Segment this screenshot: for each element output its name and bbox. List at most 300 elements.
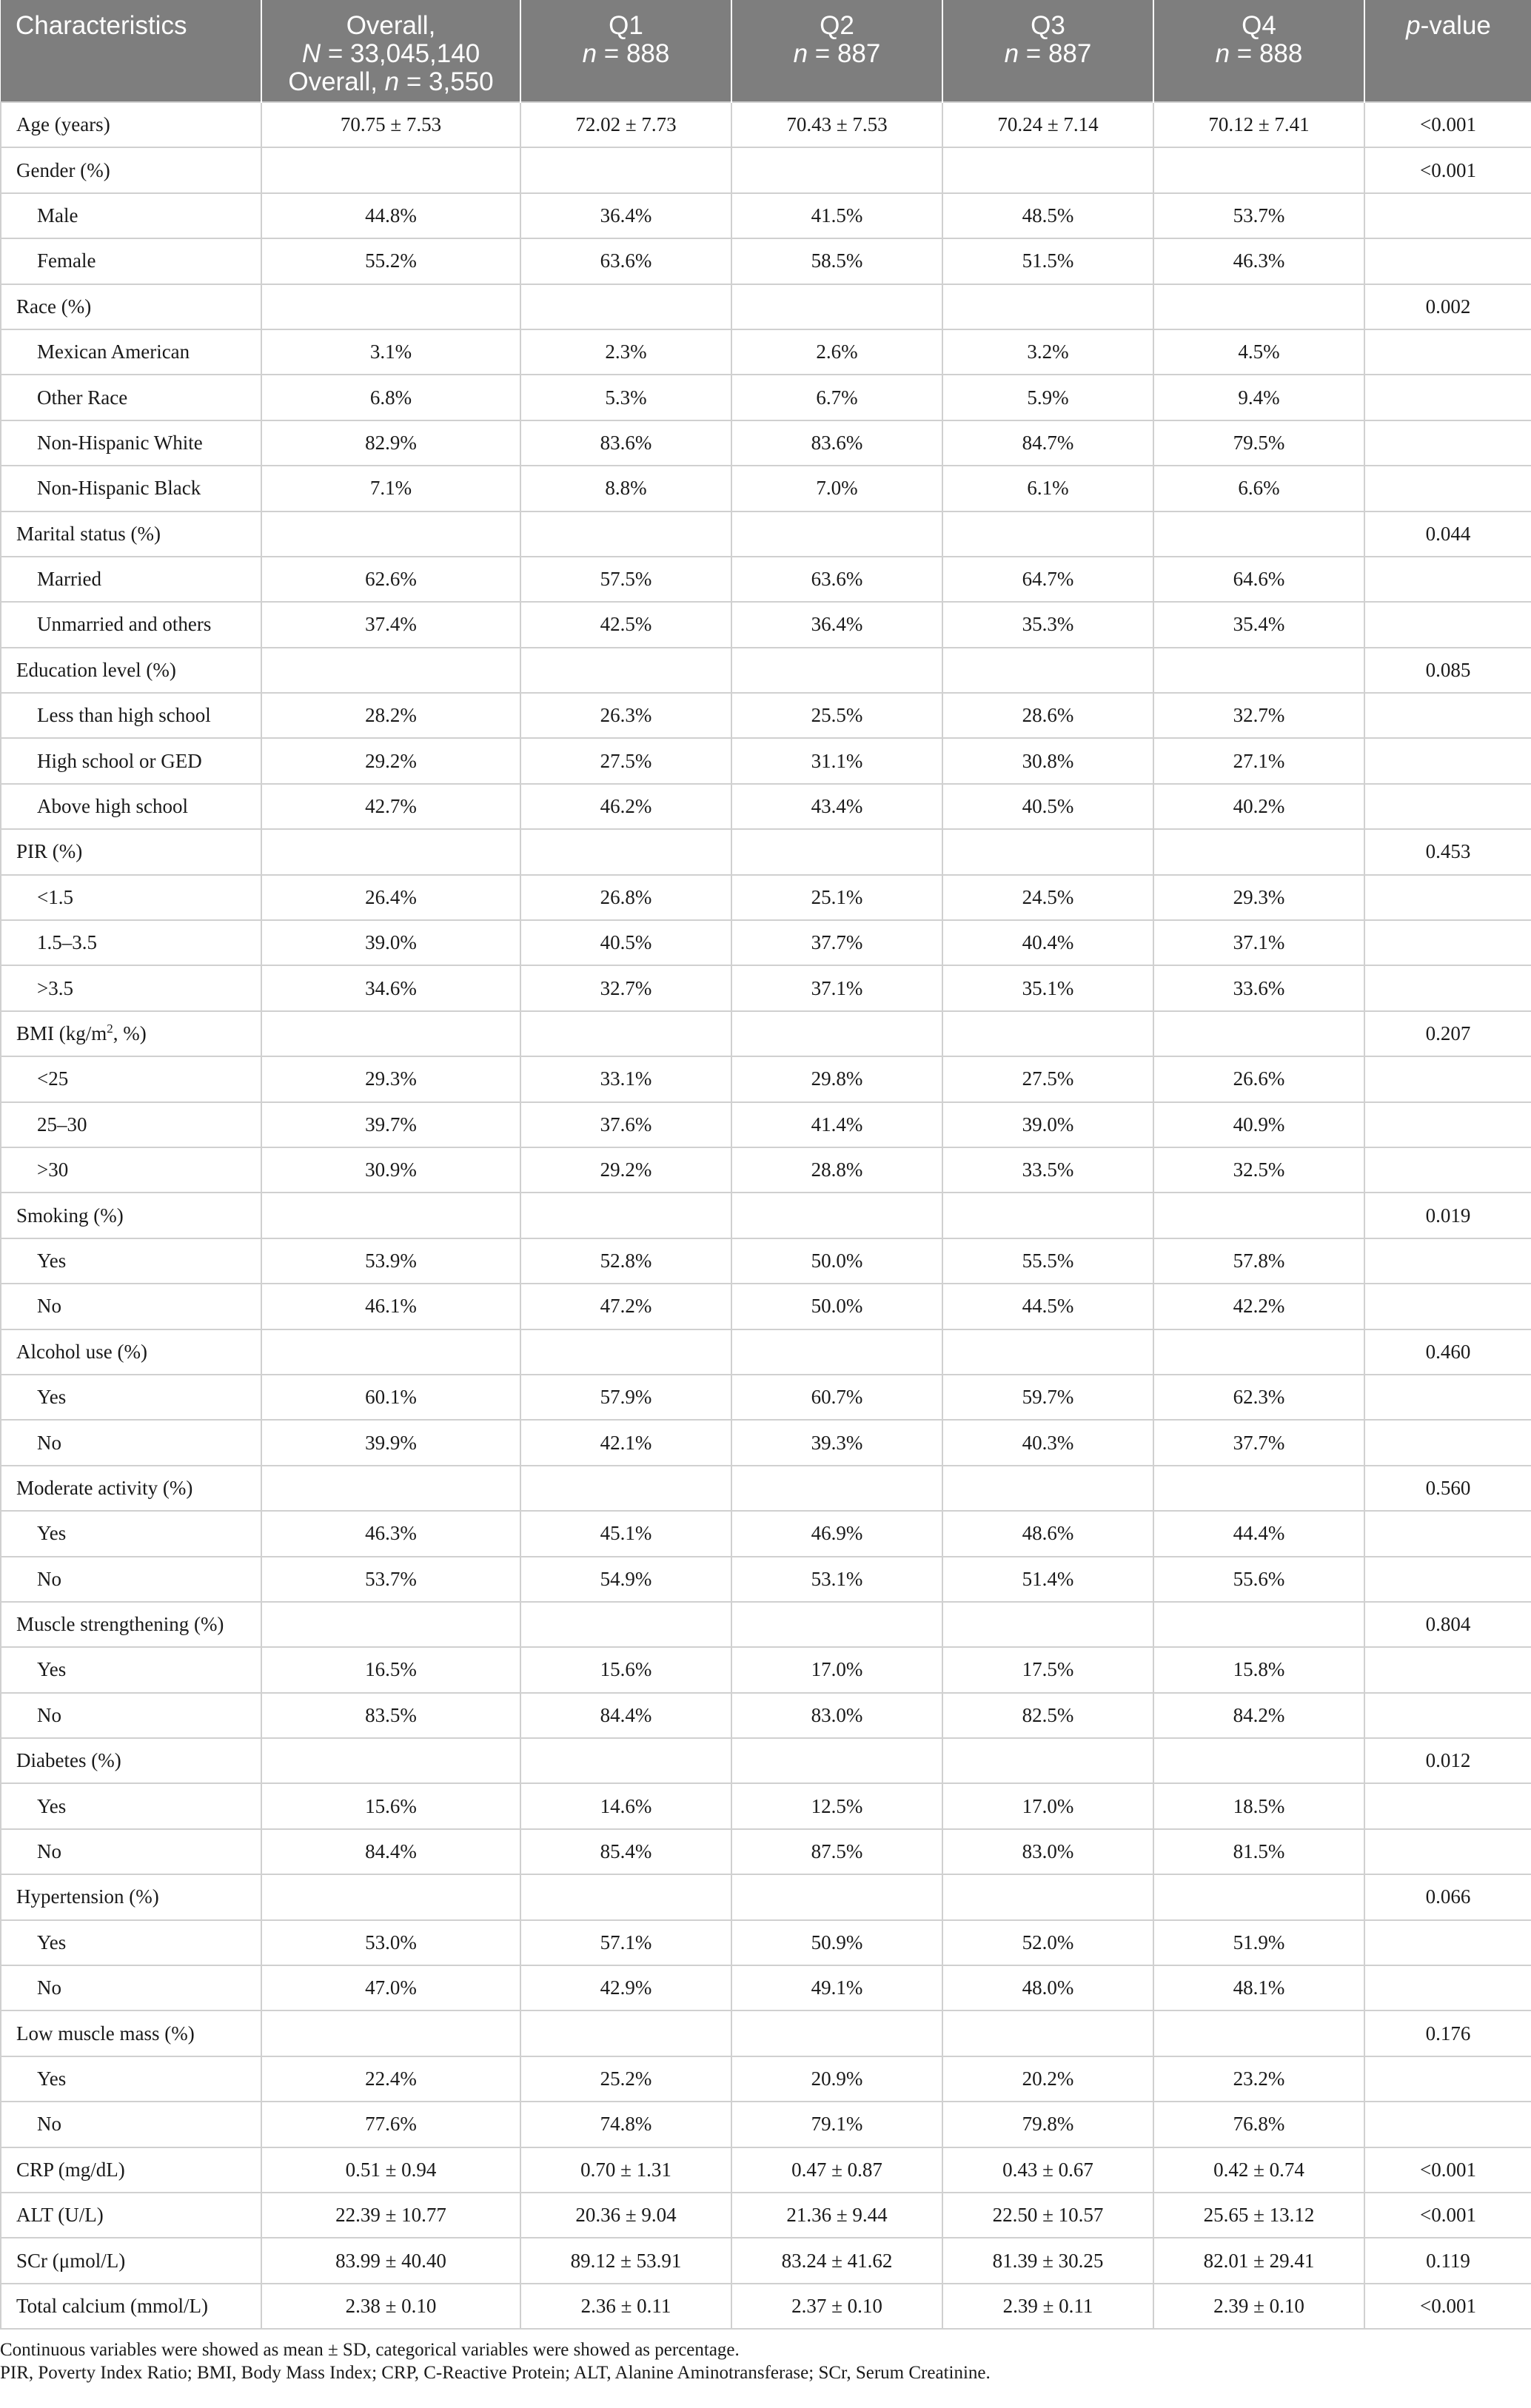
cell-q1: 52.8% <box>520 1238 731 1284</box>
cell-q1: 26.8% <box>520 875 731 920</box>
cell-p-value: <0.001 <box>1364 2193 1531 2238</box>
row-label: Yes <box>1 1783 261 1828</box>
header-p-value: p-value <box>1364 0 1531 102</box>
cell-overall: 16.5% <box>261 1647 520 1692</box>
table-row <box>1 512 1531 557</box>
cell-q3: 6.1% <box>942 466 1153 511</box>
cell-q3: 28.6% <box>942 693 1153 738</box>
table-row <box>1 2238 1531 2283</box>
row-label: BMI ($kg/m^2$, %) <box>1 1011 261 1056</box>
row-label: Other Race <box>1 375 261 420</box>
cell-q3 <box>942 2010 1153 2056</box>
cell-overall: 62.6% <box>261 557 520 602</box>
cell-p-value: <0.001 <box>1364 102 1531 147</box>
cell-q4: 18.5% <box>1153 1783 1364 1828</box>
table-row <box>1 2147 1531 2193</box>
cell-q2: 25.1% <box>731 875 942 920</box>
cell-overall <box>261 1011 520 1056</box>
cell-p-value: <0.001 <box>1364 2284 1531 2329</box>
row-label: Unmarried and others <box>1 602 261 647</box>
cell-q2: 50.0% <box>731 1238 942 1284</box>
cell-overall <box>261 829 520 874</box>
cell-q3: 48.5% <box>942 193 1153 238</box>
row-label: Gender (%) <box>1 147 261 192</box>
row-label: Race (%) <box>1 284 261 329</box>
cell-q1: 32.7% <box>520 965 731 1010</box>
cell-overall: 53.9% <box>261 1238 520 1284</box>
cell-q1: 26.3% <box>520 693 731 738</box>
cell-q3: 3.2% <box>942 329 1153 375</box>
cell-p-value <box>1364 1238 1531 1284</box>
cell-q4: 37.7% <box>1153 1420 1364 1465</box>
cell-q2: 41.4% <box>731 1102 942 1147</box>
cell-q2: 25.5% <box>731 693 942 738</box>
cell-q4: 9.4% <box>1153 375 1364 420</box>
cell-q3: 17.0% <box>942 1783 1153 1828</box>
cell-q3 <box>942 1602 1153 1647</box>
row-label: Yes <box>1 1511 261 1556</box>
cell-q4: 0.42 ± 0.74 <box>1153 2147 1364 2193</box>
cell-p-value <box>1364 238 1531 284</box>
cell-q2 <box>731 147 942 192</box>
table-row <box>1 2102 1531 2147</box>
cell-q1 <box>520 1602 731 1647</box>
cell-overall: 29.3% <box>261 1056 520 1101</box>
table-body <box>1 102 1531 2329</box>
cell-q3 <box>942 1874 1153 1919</box>
cell-overall: 83.99 ± 40.40 <box>261 2238 520 2283</box>
cell-overall: 42.7% <box>261 784 520 829</box>
cell-q4: 55.6% <box>1153 1557 1364 1602</box>
cell-q2: 83.24 ± 41.62 <box>731 2238 942 2283</box>
table-row <box>1 284 1531 329</box>
header-q4: Q4 n = 888 <box>1153 0 1364 102</box>
cell-p-value <box>1364 1420 1531 1465</box>
cell-q1: 42.1% <box>520 1420 731 1465</box>
cell-q4: 62.3% <box>1153 1375 1364 1420</box>
cell-p-value <box>1364 1829 1531 1874</box>
cell-p-value: <0.001 <box>1364 147 1531 192</box>
table-row <box>1 329 1531 375</box>
cell-p-value: 0.176 <box>1364 2010 1531 2056</box>
cell-overall: 77.6% <box>261 2102 520 2147</box>
cell-q4: 53.7% <box>1153 193 1364 238</box>
cell-q3: 59.7% <box>942 1375 1153 1420</box>
table-row <box>1 1375 1531 1420</box>
cell-q2 <box>731 1602 942 1647</box>
cell-q4: 23.2% <box>1153 2056 1364 2102</box>
table-footnotes <box>0 2330 1531 2384</box>
cell-q4 <box>1153 1738 1364 1783</box>
row-label: Non-Hispanic White <box>1 420 261 466</box>
table-row <box>1 466 1531 511</box>
cell-q3 <box>942 648 1153 693</box>
cell-q1: 29.2% <box>520 1147 731 1193</box>
cell-q4 <box>1153 829 1364 874</box>
cell-overall: 39.0% <box>261 920 520 965</box>
table-row <box>1 693 1531 738</box>
cell-overall: 26.4% <box>261 875 520 920</box>
row-label: >30 <box>1 1147 261 1193</box>
cell-overall: 53.0% <box>261 1920 520 1965</box>
cell-q2: 39.3% <box>731 1420 942 1465</box>
cell-p-value <box>1364 420 1531 466</box>
cell-overall: 30.9% <box>261 1147 520 1193</box>
cell-q4 <box>1153 1329 1364 1375</box>
cell-q3 <box>942 284 1153 329</box>
table-row <box>1 147 1531 192</box>
cell-q3: 84.7% <box>942 420 1153 466</box>
cell-q4: 40.9% <box>1153 1102 1364 1147</box>
cell-q1: 5.3% <box>520 375 731 420</box>
row-label: No <box>1 2102 261 2147</box>
cell-q2: 50.9% <box>731 1920 942 1965</box>
row-label: No <box>1 1420 261 1465</box>
cell-q2: 49.1% <box>731 1965 942 2010</box>
cell-q3: 35.3% <box>942 602 1153 647</box>
cell-q3: 39.0% <box>942 1102 1153 1147</box>
cell-p-value <box>1364 1965 1531 2010</box>
cell-q3 <box>942 512 1153 557</box>
row-label: Married <box>1 557 261 602</box>
cell-q2: 63.6% <box>731 557 942 602</box>
table-row <box>1 875 1531 920</box>
cell-q3: 82.5% <box>942 1693 1153 1738</box>
cell-overall <box>261 1329 520 1375</box>
cell-q4: 2.39 ± 0.10 <box>1153 2284 1364 2329</box>
row-label: Alcohol use (%) <box>1 1329 261 1375</box>
cell-overall <box>261 1466 520 1511</box>
table-row <box>1 1693 1531 1738</box>
cell-q1: 14.6% <box>520 1783 731 1828</box>
cell-overall <box>261 147 520 192</box>
cell-q2 <box>731 1011 942 1056</box>
cell-q1 <box>520 284 731 329</box>
cell-q4: 40.2% <box>1153 784 1364 829</box>
cell-q3: 44.5% <box>942 1284 1153 1329</box>
cell-q2: 37.1% <box>731 965 942 1010</box>
cell-q1 <box>520 1193 731 1238</box>
cell-q1: 42.5% <box>520 602 731 647</box>
cell-q3 <box>942 829 1153 874</box>
cell-q4: 35.4% <box>1153 602 1364 647</box>
cell-q3: 83.0% <box>942 1829 1153 1874</box>
row-label: Mexican American <box>1 329 261 375</box>
cell-q3: 51.4% <box>942 1557 1153 1602</box>
cell-q4: 42.2% <box>1153 1284 1364 1329</box>
cell-q2: 2.37 ± 0.10 <box>731 2284 942 2329</box>
cell-q1: 57.9% <box>520 1375 731 1420</box>
cell-q4: 32.5% <box>1153 1147 1364 1193</box>
cell-q4 <box>1153 1874 1364 1919</box>
table-row <box>1 1783 1531 1828</box>
cell-q2: 17.0% <box>731 1647 942 1692</box>
cell-q3: 40.3% <box>942 1420 1153 1465</box>
cell-q3: 24.5% <box>942 875 1153 920</box>
cell-q2 <box>731 512 942 557</box>
table-row <box>1 1329 1531 1375</box>
cell-p-value <box>1364 1920 1531 1965</box>
cell-q3: 2.39 ± 0.11 <box>942 2284 1153 2329</box>
row-label: SCr (μmol/L) <box>1 2238 261 2283</box>
cell-q1: 27.5% <box>520 738 731 783</box>
cell-p-value <box>1364 693 1531 738</box>
cell-overall: 60.1% <box>261 1375 520 1420</box>
cell-q1: 57.5% <box>520 557 731 602</box>
cell-q3: 35.1% <box>942 965 1153 1010</box>
table-row <box>1 648 1531 693</box>
cell-overall: 46.1% <box>261 1284 520 1329</box>
cell-q1: 45.1% <box>520 1511 731 1556</box>
cell-q4: 44.4% <box>1153 1511 1364 1556</box>
cell-q1: 57.1% <box>520 1920 731 1965</box>
cell-p-value <box>1364 557 1531 602</box>
cell-q3: 0.43 ± 0.67 <box>942 2147 1153 2193</box>
cell-overall <box>261 1738 520 1783</box>
header-q2: Q2 n = 887 <box>731 0 942 102</box>
cell-q2 <box>731 829 942 874</box>
cell-q3 <box>942 147 1153 192</box>
cell-p-value: <0.001 <box>1364 2147 1531 2193</box>
cell-q4: 15.8% <box>1153 1647 1364 1692</box>
cell-overall: 34.6% <box>261 965 520 1010</box>
footnote-abbreviations-2: PIR, Poverty Index Ratio; BMI, Body Mass Index; CRP, C-Reactive Protein; ALT, Alanine Aminotransferase; SCr, Serum Creatinine. <box>0 2363 991 2384</box>
cell-p-value: 0.019 <box>1364 1193 1531 1238</box>
cell-q4 <box>1153 284 1364 329</box>
cell-q4: 48.1% <box>1153 1965 1364 2010</box>
cell-q1: 20.36 ± 9.04 <box>520 2193 731 2238</box>
cell-q2: 31.1% <box>731 738 942 783</box>
cell-q4 <box>1153 512 1364 557</box>
cell-overall: 6.8% <box>261 375 520 420</box>
cell-q2: 83.0% <box>731 1693 942 1738</box>
table-row <box>1 602 1531 647</box>
cell-q4: 51.9% <box>1153 1920 1364 1965</box>
cell-q1 <box>520 829 731 874</box>
row-label: >3.5 <box>1 965 261 1010</box>
cell-q2: 60.7% <box>731 1375 942 1420</box>
cell-p-value: 0.002 <box>1364 284 1531 329</box>
cell-q4: 76.8% <box>1153 2102 1364 2147</box>
cell-p-value <box>1364 375 1531 420</box>
cell-q4: 84.2% <box>1153 1693 1364 1738</box>
cell-overall <box>261 512 520 557</box>
cell-overall: 39.9% <box>261 1420 520 1465</box>
row-label: Yes <box>1 1647 261 1692</box>
cell-q4: 25.65 ± 13.12 <box>1153 2193 1364 2238</box>
cell-q4: 79.5% <box>1153 420 1364 466</box>
table-row <box>1 1102 1531 1147</box>
cell-q4 <box>1153 1193 1364 1238</box>
row-label: Female <box>1 238 261 284</box>
cell-overall: 84.4% <box>261 1829 520 1874</box>
cell-q2: 37.7% <box>731 920 942 965</box>
cell-p-value <box>1364 738 1531 783</box>
cell-q3: 55.5% <box>942 1238 1153 1284</box>
cell-q2: 46.9% <box>731 1511 942 1556</box>
cell-p-value <box>1364 329 1531 375</box>
table-row <box>1 2056 1531 2102</box>
cell-q3: 48.6% <box>942 1511 1153 1556</box>
cell-q3 <box>942 1011 1153 1056</box>
cell-p-value <box>1364 1511 1531 1556</box>
row-label: No <box>1 1557 261 1602</box>
cell-p-value: 0.085 <box>1364 648 1531 693</box>
row-label: Hypertension (%) <box>1 1874 261 1919</box>
cell-q2 <box>731 1466 942 1511</box>
cell-q3 <box>942 1466 1153 1511</box>
table-row <box>1 1738 1531 1783</box>
table-row <box>1 2284 1531 2329</box>
cell-q1 <box>520 1738 731 1783</box>
cell-overall: 53.7% <box>261 1557 520 1602</box>
cell-overall: 22.4% <box>261 2056 520 2102</box>
cell-overall: 55.2% <box>261 238 520 284</box>
cell-q4 <box>1153 147 1364 192</box>
header-q1: Q1 n = 888 <box>520 0 731 102</box>
cell-q2 <box>731 1329 942 1375</box>
cell-p-value: 0.044 <box>1364 512 1531 557</box>
cell-q1 <box>520 1874 731 1919</box>
cell-q1: 46.2% <box>520 784 731 829</box>
table-row <box>1 738 1531 783</box>
cell-q2: 43.4% <box>731 784 942 829</box>
cell-q4: 6.6% <box>1153 466 1364 511</box>
cell-p-value <box>1364 784 1531 829</box>
cell-overall: 3.1% <box>261 329 520 375</box>
cell-q3: 22.50 ± 10.57 <box>942 2193 1153 2238</box>
cell-q3: 33.5% <box>942 1147 1153 1193</box>
cell-q4 <box>1153 1602 1364 1647</box>
cell-q3: 27.5% <box>942 1056 1153 1101</box>
cell-p-value: 0.804 <box>1364 1602 1531 1647</box>
cell-q3: 30.8% <box>942 738 1153 783</box>
cell-q1 <box>520 1466 731 1511</box>
row-label: Yes <box>1 1238 261 1284</box>
row-label: PIR (%) <box>1 829 261 874</box>
cell-q1: 85.4% <box>520 1829 731 1874</box>
cell-p-value <box>1364 193 1531 238</box>
cell-q2: 12.5% <box>731 1783 942 1828</box>
cell-q2 <box>731 284 942 329</box>
cell-overall <box>261 284 520 329</box>
row-label: No <box>1 1965 261 2010</box>
table-row <box>1 420 1531 466</box>
cell-q3 <box>942 1329 1153 1375</box>
cell-q4: 29.3% <box>1153 875 1364 920</box>
row-label: Marital status (%) <box>1 512 261 557</box>
row-label: <25 <box>1 1056 261 1101</box>
cell-q2 <box>731 1874 942 1919</box>
cell-overall: 46.3% <box>261 1511 520 1556</box>
cell-q2: 79.1% <box>731 2102 942 2147</box>
cell-q2: 2.6% <box>731 329 942 375</box>
cell-overall <box>261 2010 520 2056</box>
cell-q3 <box>942 1193 1153 1238</box>
table-row <box>1 1874 1531 1919</box>
cell-overall: 28.2% <box>261 693 520 738</box>
cell-q1: 84.4% <box>520 1693 731 1738</box>
table-row <box>1 1965 1531 2010</box>
cell-overall: 0.51 ± 0.94 <box>261 2147 520 2193</box>
cell-q2: 87.5% <box>731 1829 942 1874</box>
cell-q2: 50.0% <box>731 1284 942 1329</box>
cell-q4: 33.6% <box>1153 965 1364 1010</box>
cell-p-value <box>1364 1557 1531 1602</box>
cell-q2: 29.8% <box>731 1056 942 1101</box>
header-overall: Overall, N = 33,045,140 Overall, n = 3,550 <box>261 0 520 102</box>
table-row <box>1 1238 1531 1284</box>
row-label: 25–30 <box>1 1102 261 1147</box>
table-row <box>1 1466 1531 1511</box>
cell-q4 <box>1153 1466 1364 1511</box>
cell-q1: 47.2% <box>520 1284 731 1329</box>
cell-q1: 33.1% <box>520 1056 731 1101</box>
row-label: Muscle strengthening (%) <box>1 1602 261 1647</box>
cell-p-value: 0.119 <box>1364 2238 1531 2283</box>
cell-q3: 40.4% <box>942 920 1153 965</box>
cell-q3: 48.0% <box>942 1965 1153 2010</box>
cell-q1: 15.6% <box>520 1647 731 1692</box>
cell-q1 <box>520 512 731 557</box>
cell-p-value <box>1364 1147 1531 1193</box>
cell-q4: 46.3% <box>1153 238 1364 284</box>
cell-q2: 36.4% <box>731 602 942 647</box>
cell-q3: 81.39 ± 30.25 <box>942 2238 1153 2283</box>
cell-q2: 58.5% <box>731 238 942 284</box>
cell-q2 <box>731 648 942 693</box>
table-row <box>1 920 1531 965</box>
cell-overall <box>261 1602 520 1647</box>
table-row <box>1 1420 1531 1465</box>
table-row <box>1 102 1531 147</box>
cell-overall: 7.1% <box>261 466 520 511</box>
table-row <box>1 193 1531 238</box>
cell-p-value <box>1364 875 1531 920</box>
cell-q2: 53.1% <box>731 1557 942 1602</box>
table-row <box>1 1011 1531 1056</box>
cell-p-value: 0.066 <box>1364 1874 1531 1919</box>
table-row <box>1 557 1531 602</box>
cell-p-value <box>1364 920 1531 965</box>
row-label: Moderate activity (%) <box>1 1466 261 1511</box>
row-label: Non-Hispanic Black <box>1 466 261 511</box>
cell-q2: 7.0% <box>731 466 942 511</box>
cell-p-value <box>1364 602 1531 647</box>
cell-q1: 54.9% <box>520 1557 731 1602</box>
table-row <box>1 1920 1531 1965</box>
header-q3: Q3 n = 887 <box>942 0 1153 102</box>
row-label: Yes <box>1 1920 261 1965</box>
cell-q2: 20.9% <box>731 2056 942 2102</box>
cell-q4: 32.7% <box>1153 693 1364 738</box>
cell-q1 <box>520 648 731 693</box>
cell-overall: 83.5% <box>261 1693 520 1738</box>
table-header <box>1 0 1531 102</box>
cell-q1: 63.6% <box>520 238 731 284</box>
row-label: Yes <box>1 2056 261 2102</box>
table-row <box>1 238 1531 284</box>
cell-q4: 37.1% <box>1153 920 1364 965</box>
cell-p-value <box>1364 965 1531 1010</box>
table-row <box>1 829 1531 874</box>
cell-q1: 42.9% <box>520 1965 731 2010</box>
row-label: ALT (U/L) <box>1 2193 261 2238</box>
row-label: Yes <box>1 1375 261 1420</box>
cell-p-value <box>1364 1375 1531 1420</box>
row-label: No <box>1 1829 261 1874</box>
cell-q1: 89.12 ± 53.91 <box>520 2238 731 2283</box>
